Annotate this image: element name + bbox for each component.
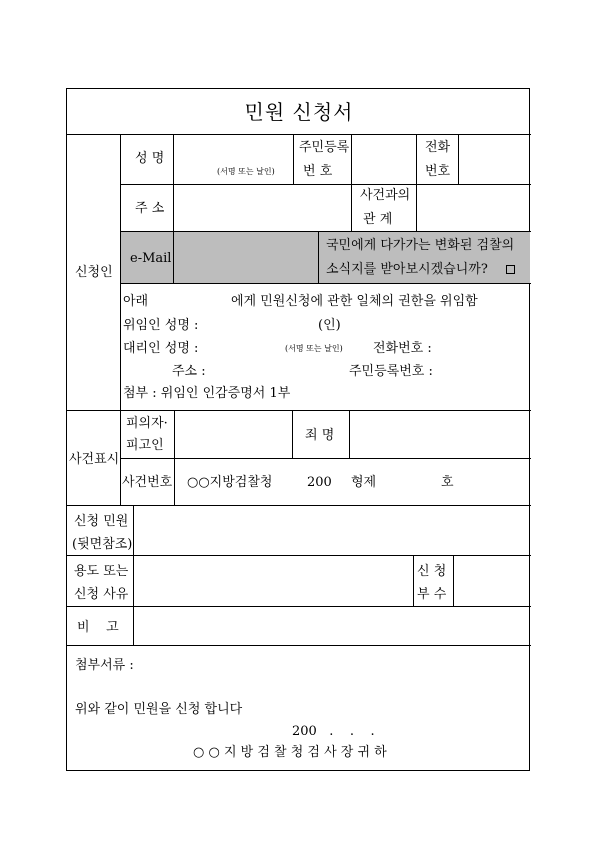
divider bbox=[416, 134, 417, 232]
divider bbox=[133, 505, 134, 646]
email-question: 국민에게 다가가는 변화된 검찰의 bbox=[326, 238, 515, 253]
form-title: 민원 신청서 bbox=[244, 100, 354, 124]
suspect-label-2: 피고인 bbox=[126, 438, 164, 453]
suspect-label: 피의자· bbox=[126, 416, 168, 431]
divider bbox=[293, 134, 294, 185]
divider bbox=[351, 184, 352, 232]
divider bbox=[173, 134, 174, 283]
case-number-label: 사건번호 bbox=[122, 475, 173, 490]
divider bbox=[318, 231, 319, 283]
copies-label: 신 청 bbox=[417, 564, 447, 579]
agent-sign-note: (서명 또는 날인) bbox=[285, 344, 343, 353]
applicant-section-label: 신청인 bbox=[75, 265, 113, 280]
divider bbox=[121, 184, 531, 185]
addressee: ○ ○ 지 방 검 찰 청 검 사 장 귀 하 bbox=[193, 745, 387, 760]
divider bbox=[453, 555, 454, 607]
divider bbox=[174, 410, 175, 506]
divider bbox=[121, 458, 531, 459]
divider bbox=[292, 410, 293, 459]
phone-label-2: 번호 bbox=[425, 164, 451, 179]
prosecutor-office: ○○지방검찰청 bbox=[187, 475, 273, 490]
request-label: 신청 민원 bbox=[74, 514, 129, 529]
case-type: 형제 bbox=[351, 475, 377, 490]
divider bbox=[67, 645, 531, 646]
purpose-label-2: 신청 사유 bbox=[74, 587, 129, 602]
address-label: 주 소 bbox=[135, 201, 165, 216]
divider bbox=[458, 134, 459, 185]
delegator-name-label: 위임인 성명 : bbox=[123, 318, 199, 333]
case-number-suffix: 호 bbox=[441, 475, 454, 490]
sign-note: (서명 또는 날인) bbox=[217, 167, 275, 176]
delegation-line-1a: 아래 bbox=[123, 294, 149, 309]
divider bbox=[120, 134, 121, 506]
name-label: 성 명 bbox=[135, 151, 165, 166]
divider bbox=[67, 505, 531, 506]
case-year: 200 bbox=[307, 475, 332, 490]
divider bbox=[413, 555, 414, 607]
divider bbox=[349, 410, 350, 459]
relation-label-2: 관 계 bbox=[363, 212, 393, 227]
divider bbox=[67, 555, 531, 556]
divider bbox=[67, 606, 531, 607]
civil-petition-form bbox=[66, 88, 530, 771]
delegation-attachment: 첨부 : 위임인 인감증명서 1부 bbox=[123, 386, 291, 401]
email-label: e-Mail bbox=[130, 251, 172, 266]
divider bbox=[121, 231, 531, 232]
remarks-label: 비 고 bbox=[77, 620, 119, 635]
delegator-seal: (인) bbox=[318, 318, 341, 333]
relation-label: 사건과의 bbox=[360, 188, 411, 203]
newsletter-checkbox[interactable] bbox=[506, 265, 515, 274]
purpose-label: 용도 또는 bbox=[74, 564, 129, 579]
phone-label: 전화 bbox=[425, 140, 451, 155]
petition-statement: 위와 같이 민원을 신청 합니다 bbox=[75, 702, 243, 717]
agent-name-label: 대리인 성명 : bbox=[123, 341, 199, 356]
rrn-label-2: 번 호 bbox=[303, 164, 333, 179]
delegation-line-1b: 에게 민원신청에 관한 일체의 권한을 위임함 bbox=[231, 294, 478, 309]
agent-phone-label: 전화번호 : bbox=[373, 341, 432, 356]
copies-label-2: 부 수 bbox=[417, 587, 447, 602]
agent-address-label: 주소 : bbox=[172, 364, 206, 379]
divider bbox=[67, 410, 531, 411]
charge-label: 죄 명 bbox=[305, 428, 335, 443]
divider bbox=[351, 134, 352, 185]
petition-date: 200 . . . bbox=[292, 724, 375, 739]
email-question-2: 소식지를 받아보시겠습니까? bbox=[326, 262, 488, 277]
divider bbox=[67, 134, 531, 135]
rrn-label: 주민등록 bbox=[299, 140, 350, 155]
attachments-label: 첨부서류 : bbox=[75, 658, 134, 673]
divider bbox=[121, 283, 531, 284]
request-label-2: (뒷면참조) bbox=[72, 537, 133, 552]
agent-rrn-label: 주민등록번호 : bbox=[349, 364, 433, 379]
case-section-label: 사건표시 bbox=[69, 452, 120, 467]
